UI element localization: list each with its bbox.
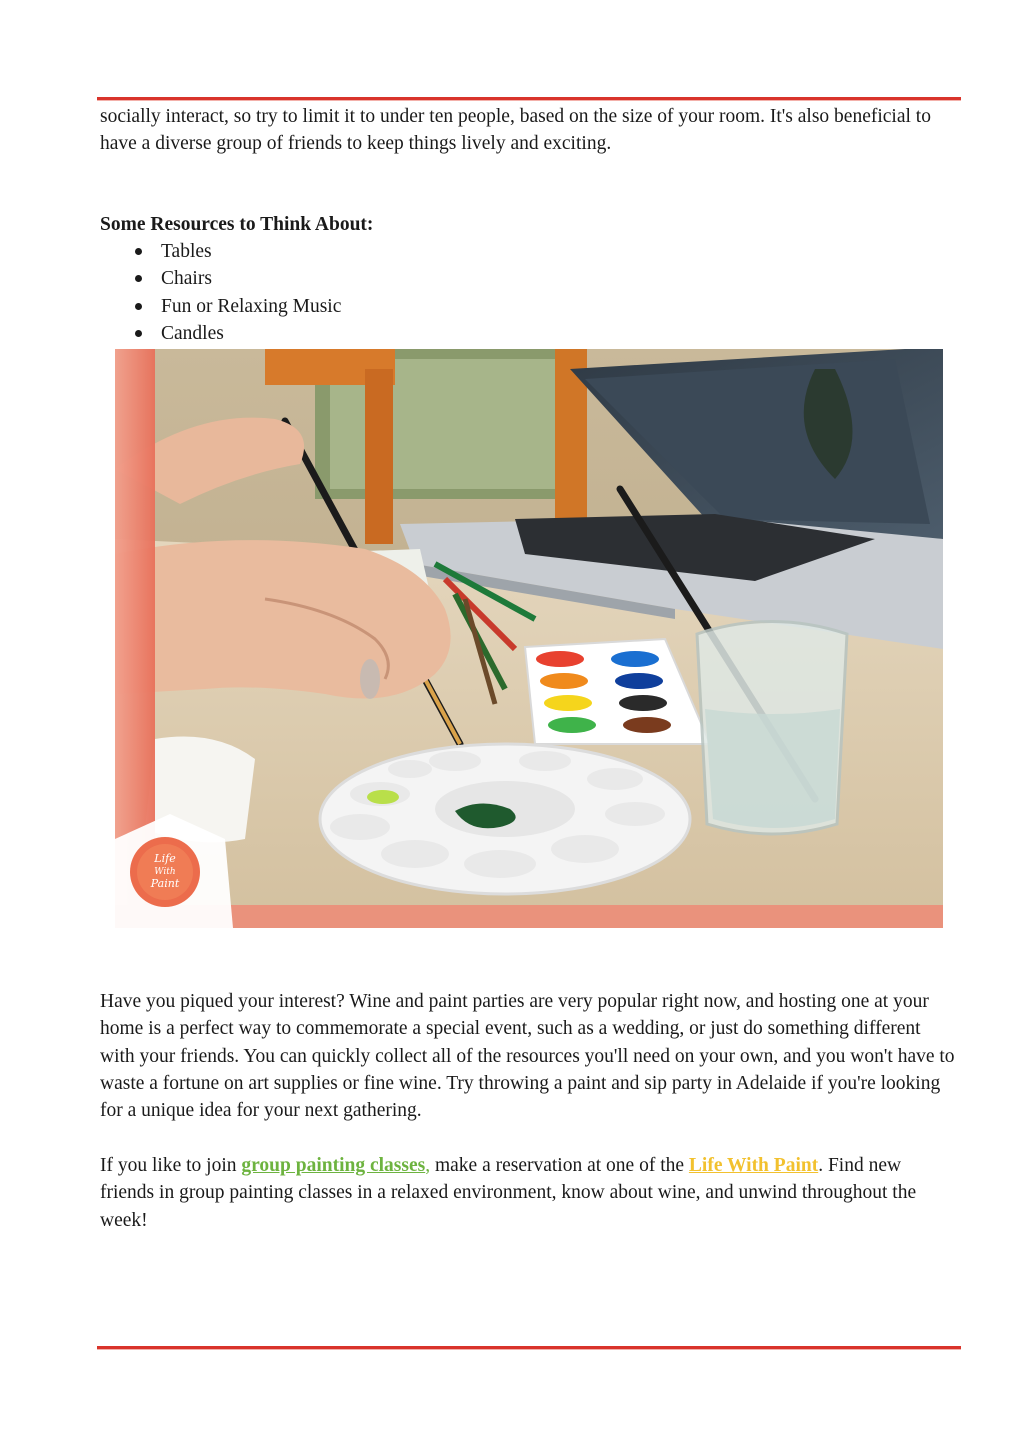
group-painting-classes-link[interactable]: group painting classes xyxy=(241,1155,426,1176)
join-paragraph: If you like to join group painting classes, make a reservation at one of the Life With Paint. Find new friends in group painting classes in a relaxed environment, know about wine, and unwind throughout the week! xyxy=(100,1155,917,1231)
paint-pan xyxy=(536,651,584,667)
paint-pan xyxy=(544,695,592,711)
bullet-icon xyxy=(135,275,142,282)
list-item: Tables xyxy=(100,238,341,265)
resources-list xyxy=(100,238,341,347)
interest-paragraph: Have you piqued your interest? Wine and paint parties are very popular right now, and hosting one at your home is a perfect way to commemorate a special event, such as a wedding, or just do something different with your friends. You can quickly collect all of the resources you'll need on your own, and you won't have to waste a fortune on art supplies or fine wine. Try throwing a paint and sip party in Adelaide if you're looking for a unique idea for your next gathering. xyxy=(100,991,955,1122)
paint-pan xyxy=(623,717,671,733)
paint-pan xyxy=(611,651,659,667)
mixing-palette xyxy=(320,744,690,894)
list-item: Fun or Relaxing Music xyxy=(100,293,341,320)
list-item: Chairs xyxy=(100,265,341,292)
bullet-icon xyxy=(135,330,142,337)
paint-pan xyxy=(540,673,588,689)
bullet-icon xyxy=(135,248,142,255)
intro-paragraph: socially interact, so try to limit it to under ten people, based on the size of your room. It's also beneficial to have a diverse group of friends to keep things lively and exciting. xyxy=(100,106,931,155)
logo-text-3: Paint xyxy=(150,877,180,890)
paint-pan xyxy=(548,717,596,733)
logo-text-2: With xyxy=(154,867,176,877)
logo-text-1: Life xyxy=(154,852,176,865)
paint-pan xyxy=(615,673,663,689)
paint-pan xyxy=(619,695,667,711)
painting-photo xyxy=(115,349,943,928)
bottom-divider xyxy=(97,1346,961,1349)
resources-heading: Some Resources to Think About: xyxy=(100,214,374,235)
top-divider xyxy=(97,97,961,100)
bullet-icon xyxy=(135,303,142,310)
life-with-paint-link[interactable]: Life With Paint xyxy=(688,1155,819,1176)
list-item: Candles xyxy=(100,320,341,347)
